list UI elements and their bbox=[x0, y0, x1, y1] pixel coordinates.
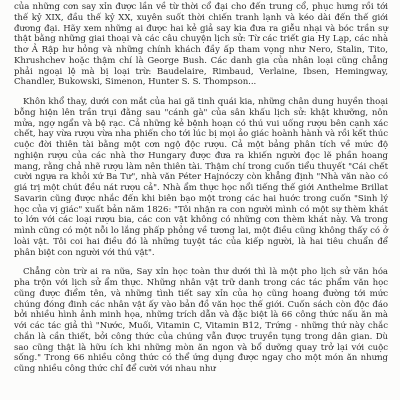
text-line: mòn ăn ngon và bổ dưỡng quay trở lại với cuộc sống." Trong 66 nhiều công thức có thể ứng bbox=[14, 342, 388, 364]
text-line: bạo một trong các hai huớc trong cuốn "Sinh lý học của vị giác" xuất bản năm 1826: "Tôi nhận bbox=[14, 193, 389, 215]
text-line: ngợ ngẩn và bệ rạc. Cả những kẻ bệnh hoạn có thú vui uống rượu bên cạnh xác chết, hay bbox=[14, 118, 388, 140]
text-line: nhà văn Péter Hajnóczy còn khẳng định "Nhà văn nào có giá trị một chút đều nát rượu cả". bbox=[14, 172, 388, 193]
text-line: thiên tài bằng một cơn ngộ độc rượu. Cả một bảng phân tích về mức độ nghiện rượu của bbox=[14, 140, 388, 161]
text-line: bỗng hiện lên trần trụi đằng sau "cánh gà" của sân khấu lịch sử: khật khưỡng, nôn mửa, bbox=[14, 107, 388, 129]
text-line: Baudelaire, Rimbaud, Verlaine, Ibsen, Hemingway, Chandler, Bukowski, Simenon, Hunter S. bbox=[14, 66, 389, 88]
text-line: và những chính khách đầy ấp tham vọng như Nero, Stalin, Tito, Khrushchev hoặc thậm bbox=[14, 45, 388, 66]
text-line: minh họa, những trích dẫn và đặc biệt là 66 công thức nấu ăn mà với các tác giả thì "Nước, bbox=[14, 310, 388, 331]
text-line: Khôn khổ thay, dưới con mắt của hai gã tinh quái kia, những chân dung huyền thoại bbox=[23, 97, 388, 107]
text-line: của chúng vẫn được truyền tụng trong dân gian. Dù sao cũng thật là hữu ích khi những bbox=[14, 331, 388, 353]
text-line: của những cơn say xỉn được lần về từ thời cổ đại cho đến trung cổ, phục hưng rồi tới thế bbox=[14, 2, 388, 23]
paragraph-2 bbox=[14, 97, 388, 258]
paragraph-3 bbox=[14, 267, 388, 375]
text-line: ra con người mình có một sự thèm khát to lớn với các loại rượu bia, các con vật không có bbox=[14, 204, 388, 226]
text-line: những cơn thèm khát này. Và trong mình cũng có một nỗi lo lắng phấp phỏng về tương bbox=[14, 215, 388, 236]
text-line: kỷ XIX, đầu thế kỷ XX, xuyên suốt thời chiến tranh lạnh và kéo dài đến thế giới đương đại. bbox=[14, 12, 388, 34]
text-line: dụng được ngay cho một món ăn nhưng cũng nhiều công thức chỉ để cười với nhau như bbox=[14, 353, 388, 374]
text-line: các nhân vật ấy vào bản đồ văn học thế giới. Cuốn sách còn độc đáo bởi nhiều hình ảnh bbox=[14, 299, 389, 321]
text-line: chí là George Bush. Các danh gia của nhân loại cũng chẳng phải ngoại lệ mà bị loại trừ: bbox=[14, 55, 388, 77]
text-line: Muối, Vitamin C, Vitamin B12, Trứng - những thứ này chắc chắn là cần thiết, bởi công thức bbox=[14, 321, 388, 342]
text-line: các nhà thơ Hungary được đưa ra khiến người đọc lẽ phần hoang mang, rằng chả nhẽ rượu bbox=[14, 150, 388, 172]
text-line: vừa rượu vừa nha phiến cho tới lúc bị mọi ảo giác hoành hành và rồi kết thúc cuộc đời bbox=[14, 129, 389, 150]
text-line: điểm tên, và những tình tiết say xỉn của họ cũng hoang đường tới mức chúng đóng đinh bbox=[14, 288, 388, 310]
paragraph-1 bbox=[14, 2, 388, 88]
text-line: làm nên thiên tài. Thậm chí trong cuốn tiểu thuyết "Cái chết cười ngựa ra khỏi xứ Ba Tư", bbox=[14, 161, 388, 183]
text-line: Nhà ẩm thực học nổi tiếng thế giới Anthelme Brillat Savarin cũng được nhắc đến khi biên bbox=[14, 183, 388, 204]
text-line: trộn với lịch sử ẩm thực. Những nhân vật trữ danh trong các tác phẩm văn học cũng được bbox=[14, 278, 388, 299]
text-line: lai, một điều cũng không thấy có ở loài vật. Tôi coi hai điều đó là những tuyệt tác của kiếp bbox=[14, 226, 388, 247]
text-line: giai thoại và các câu chuyện lịch sử: Từ các triết gia Hy Lạp, các nhà thơ Ả Rập hư hỏng bbox=[14, 34, 389, 55]
text-line: Hãy xem những ai được hai kẻ giả say kia đưa ra giễu nhại và bóc trần sự thật bằng những bbox=[14, 23, 389, 45]
text-line: người, là hai tiêu chuẩn để phân biệt con người với thú vật". bbox=[14, 236, 388, 258]
text-line: S. Thompson... bbox=[192, 77, 257, 88]
text-line: Chẳng còn trừ ai ra nữa, Say xỉn học toàn thư dưới thì là một pho lịch sử văn hóa pha bbox=[14, 267, 388, 288]
body-text bbox=[14, 2, 388, 375]
